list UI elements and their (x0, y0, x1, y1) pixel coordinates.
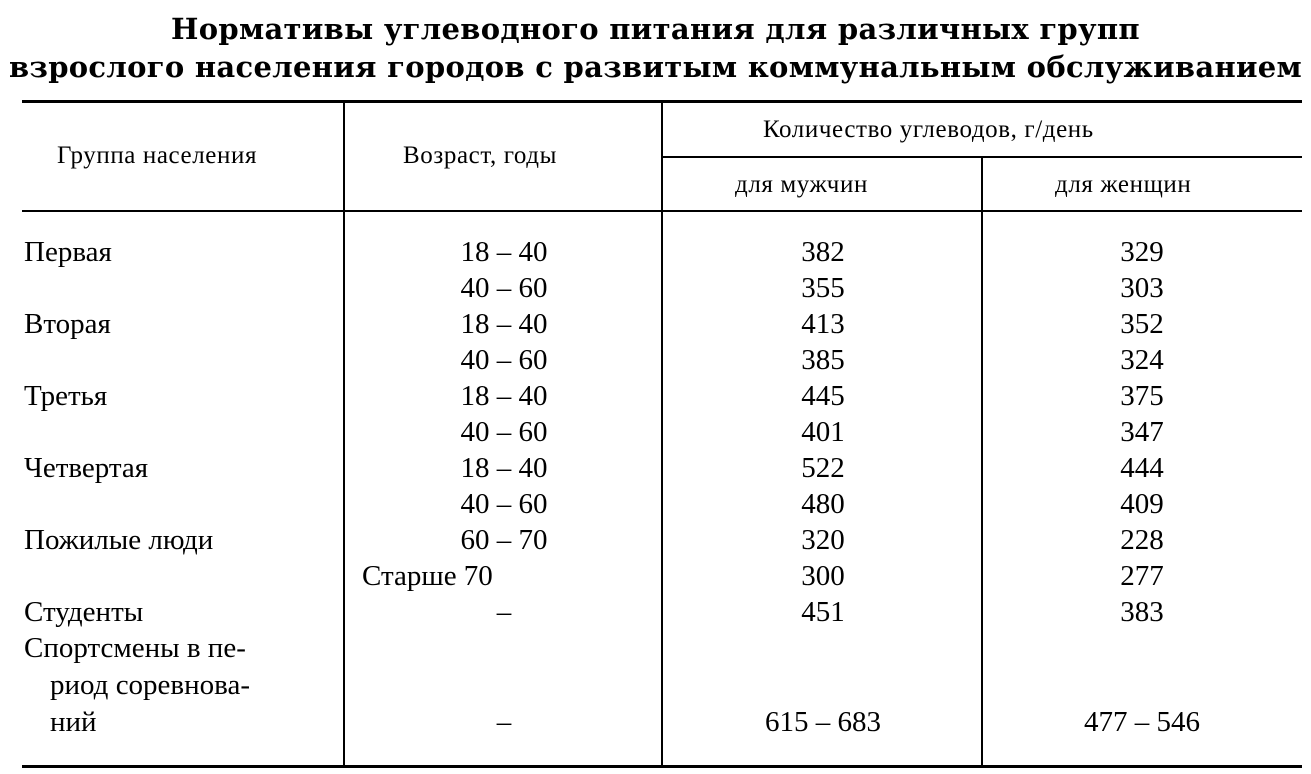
cell-men: 320 (801, 524, 845, 556)
cell-group-line-2: риод соревнова- (50, 669, 250, 701)
header-amount: Количество углеводов, г/день (763, 116, 1094, 143)
cell-group-line-1: Спортсмены в пе- (24, 632, 246, 664)
cell-men: 355 (801, 272, 845, 304)
cell-women: 375 (1120, 380, 1164, 412)
cell-women: 477 – 546 (1084, 706, 1200, 738)
cell-age: 40 – 60 (460, 488, 548, 520)
cell-men: 615 – 683 (765, 706, 881, 738)
cell-group: Четвертая (24, 452, 149, 484)
cell-men: 401 (801, 416, 845, 448)
cell-women: 383 (1120, 596, 1164, 628)
cell-women: 444 (1120, 452, 1164, 484)
cell-group: Первая (24, 236, 112, 268)
cell-women: 352 (1120, 308, 1164, 340)
cell-age: 18 – 40 (460, 380, 548, 412)
header-age: Возраст, годы (403, 142, 558, 169)
header-men: для мужчин (735, 171, 868, 198)
cell-age: 18 – 40 (460, 236, 548, 268)
cell-men: 413 (801, 308, 845, 340)
cell-age: 40 – 60 (460, 416, 548, 448)
cell-group-line-3: ний (50, 706, 97, 738)
cell-women: 228 (1120, 524, 1164, 556)
cell-group: Третья (24, 380, 108, 412)
cell-women: 409 (1120, 488, 1164, 520)
cell-age: 60 – 70 (460, 524, 548, 556)
cell-age: 40 – 60 (460, 272, 548, 304)
cell-age: Старше 70 (362, 560, 493, 592)
cell-age: – (496, 596, 512, 628)
cell-men: 480 (801, 488, 845, 520)
cell-women: 277 (1120, 560, 1164, 592)
cell-age: 18 – 40 (460, 452, 548, 484)
cell-women: 324 (1120, 344, 1164, 376)
cell-women: 329 (1120, 236, 1164, 268)
title-line-1: Нормативы углеводного питания для различных групп (171, 12, 1140, 46)
title-line-2: взрослого населения городов с развитым коммунальным обслуживанием (8, 50, 1303, 84)
cell-group: Студенты (24, 596, 144, 628)
cell-men: 300 (801, 560, 845, 592)
cell-women: 303 (1120, 272, 1164, 304)
cell-women: 347 (1120, 416, 1164, 448)
cell-men: 451 (801, 596, 845, 628)
cell-men: 382 (801, 236, 845, 268)
cell-group: Пожилые люди (24, 524, 214, 556)
cell-age: 40 – 60 (460, 344, 548, 376)
cell-men: 522 (801, 452, 845, 484)
cell-men: 385 (801, 344, 845, 376)
header-women: для женщин (1055, 171, 1192, 198)
cell-men: 445 (801, 380, 845, 412)
cell-age: 18 – 40 (460, 308, 548, 340)
cell-age: – (496, 706, 512, 738)
cell-group: Вторая (24, 308, 111, 340)
header-group: Группа населения (57, 142, 258, 169)
